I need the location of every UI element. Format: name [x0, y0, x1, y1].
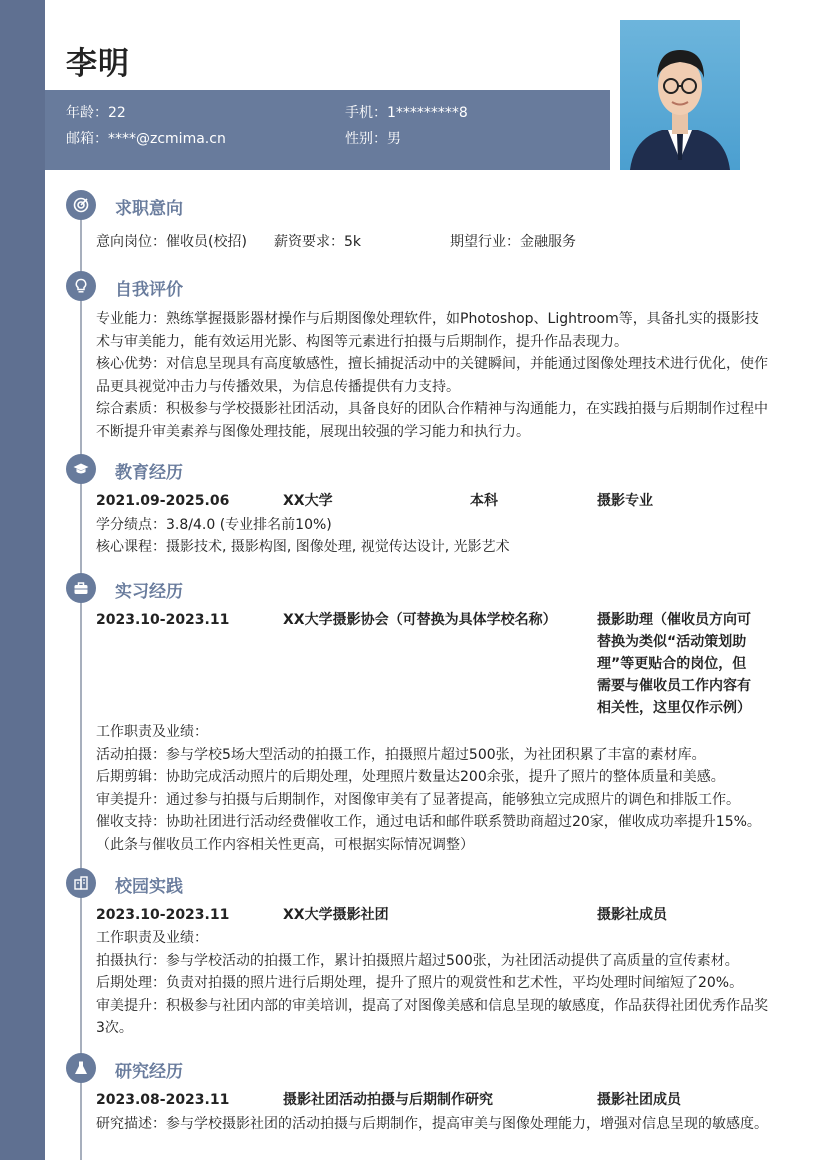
campus-duty: 拍摄执行：参与学校活动的拍摄工作，累计拍摄照片超过500张，为社团活动提供了高质量的宣传素材。 — [96, 952, 739, 969]
intent-salary: 薪资要求：5k — [274, 234, 362, 250]
age-item — [66, 102, 126, 122]
building-icon — [66, 868, 96, 898]
intern-role-line: 相关性，这里仅作示例） — [597, 700, 751, 716]
campus-date: 2023.10-2023.11 — [96, 907, 230, 923]
job-intent-title: 求职意向 — [115, 199, 183, 219]
profile-photo — [620, 20, 740, 170]
research-title: 研究经历 — [115, 1062, 183, 1082]
intern-duties — [96, 721, 768, 856]
intern-duty: 催收支持：协助社团进行活动经费催收工作，通过电话和邮件联系赞助商超过20家，催收成功率提升15%。（此条与催收员工作内容相关性更高，可根据实际情况调整） — [96, 814, 761, 853]
email-label: 邮箱： — [66, 131, 108, 147]
self-eval-p1: 专业能力：熟练掌握摄影器材操作与后期图像处理软件，如Photoshop、Lightroom等，具备扎实的摄影技术与审美能力，能有效运用光影、构图等元素进行拍摄与后期制作，提升作品表现力。 — [96, 311, 759, 350]
self-eval-p3: 综合素质：积极参与学校摄影社团活动，具备良好的团队合作精神与沟通能力，在实践拍摄与后期制作过程中不断提升审美素养与图像处理技能，展现出较强的学习能力和执行力。 — [96, 401, 768, 440]
campus-duty: 后期处理：负责对拍摄的照片进行后期处理，提升了照片的观赏性和艺术性，平均处理时间缩短了20%。 — [96, 975, 744, 991]
intern-date: 2023.10-2023.11 — [96, 612, 230, 628]
intern-role-line: 需要与催收员工作内容有 — [597, 678, 751, 694]
research-role: 摄影社团成员 — [597, 1092, 681, 1108]
education-row — [96, 490, 768, 513]
campus-role: 摄影社成员 — [597, 907, 667, 923]
intern-org: XX大学摄影协会（可替换为具体学校名称） — [283, 612, 557, 628]
intern-duties-label: 工作职责及业绩： — [96, 724, 208, 740]
intern-duty: 活动拍摄：参与学校5场大型活动的拍摄工作，拍摄照片超过500张，为社团积累了丰富的素材库。 — [96, 746, 706, 763]
candidate-name: 李明 — [66, 46, 130, 82]
campus-duties-label: 工作职责及业绩： — [96, 930, 208, 946]
self-eval-title: 自我评价 — [115, 280, 183, 300]
target-icon — [66, 190, 96, 220]
edu-degree: 本科 — [470, 493, 498, 509]
gender-value: 男 — [387, 131, 401, 147]
edu-school: XX大学 — [283, 493, 333, 509]
campus-duties — [96, 927, 768, 1040]
campus-title: 校园实践 — [115, 877, 183, 897]
lightbulb-icon — [66, 271, 96, 301]
gender-item — [345, 128, 401, 148]
intern-role-line: 摄影助理（催收员方向可 — [597, 612, 751, 628]
edu-major: 摄影专业 — [597, 493, 653, 509]
phone-item — [345, 102, 468, 122]
briefcase-icon — [66, 573, 96, 603]
age-value: 22 — [108, 105, 126, 121]
research-topic: 摄影社团活动拍摄与后期制作研究 — [283, 1092, 493, 1108]
flask-icon — [66, 1053, 96, 1083]
edu-date: 2021.09-2025.06 — [96, 493, 230, 509]
graduation-cap-icon — [66, 454, 96, 484]
email-value: ****@zcmima.cn — [108, 131, 226, 147]
edu-courses: 核心课程：摄影技术, 摄影构图, 图像处理, 视觉传达设计, 光影艺术 — [96, 539, 510, 555]
left-decor-strip — [0, 0, 45, 1160]
intern-role-line: 替换为类似“活动策划助 — [597, 634, 747, 650]
intern-role — [597, 609, 751, 719]
research-desc: 研究描述：参与学校摄影社团的活动拍摄与后期制作，提高审美与图像处理能力，增强对信息呈现的敏感度。 — [96, 1116, 768, 1132]
phone-value: 1*********8 — [387, 105, 468, 121]
intern-duty: 审美提升：通过参与拍摄与后期制作，对图像审美有了显著提高，能够独立完成照片的调色和排版工作。 — [96, 791, 740, 808]
intern-role-line: 理”等更贴合的岗位，但 — [597, 656, 747, 672]
intent-position: 意向岗位：催收员(校招) — [96, 234, 247, 250]
self-eval-p2: 核心优势：对信息呈现具有高度敏感性，擅长捕捉活动中的关键瞬间，并能通过图像处理技术进行优化，使作品更具视觉冲击力与传播效果，为信息传播提供有力支持。 — [96, 356, 768, 395]
gender-label: 性别： — [345, 131, 387, 147]
edu-gpa: 学分绩点：3.8/4.0 (专业排名前10%) — [96, 517, 332, 533]
phone-label: 手机： — [345, 105, 387, 121]
internship-title: 实习经历 — [115, 582, 183, 602]
education-title: 教育经历 — [115, 463, 183, 483]
intent-industry: 期望行业：金融服务 — [450, 234, 576, 250]
timeline-line — [80, 200, 82, 1160]
intern-duty: 后期剪辑：协助完成活动照片的后期处理，处理照片数量达200余张，提升了照片的整体质量和美感。 — [96, 769, 725, 785]
research-date: 2023.08-2023.11 — [96, 1092, 230, 1108]
contact-info-band — [45, 90, 610, 170]
campus-duty: 审美提升：积极参与社团内部的审美培训，提高了对图像美感和信息呈现的敏感度，作品获得社团优秀作品奖3次。 — [96, 997, 768, 1036]
self-eval-body — [96, 308, 768, 443]
age-label: 年龄： — [66, 105, 108, 121]
email-item — [66, 128, 226, 148]
campus-org: XX大学摄影社团 — [283, 907, 389, 923]
person-portrait-icon — [620, 20, 740, 170]
